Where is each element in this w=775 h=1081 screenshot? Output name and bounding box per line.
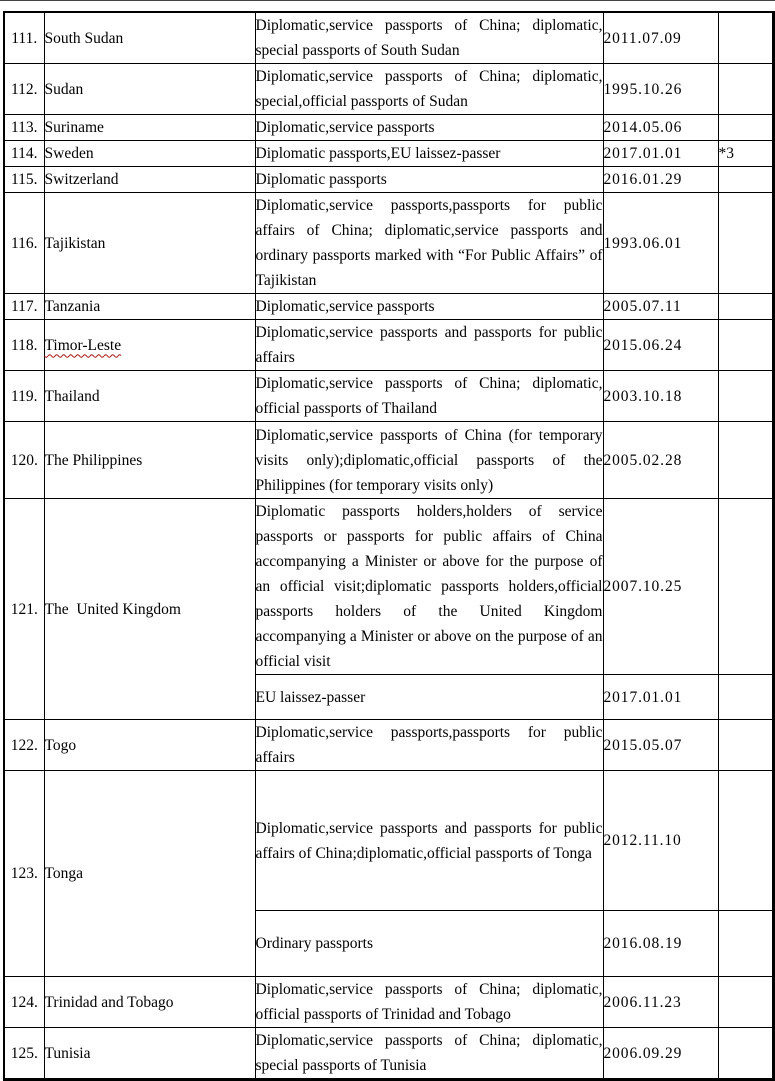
note-cell: [718, 422, 773, 499]
country-name: Switzerland: [44, 171, 119, 188]
passport-types-cell: Diplomatic,service passports: [255, 294, 603, 320]
passport-types-cell: Diplomatic passports,EU laissez-passer: [255, 141, 603, 167]
country-name: Togo: [44, 736, 77, 754]
visa-agreement-table: [3, 11, 775, 1081]
country-name: Tajikistan: [44, 234, 106, 252]
country-cell: [44, 294, 255, 320]
table-row: [4, 294, 773, 320]
country-cell: [44, 1028, 255, 1080]
effective-date-cell: 2005.02.28: [603, 422, 718, 499]
effective-date-cell: 2007.10.25: [603, 499, 718, 675]
table-row: [4, 499, 773, 675]
note-cell: [718, 499, 773, 675]
note-cell: [718, 911, 773, 977]
country-name: The United Kingdom: [44, 600, 181, 618]
passport-types-cell: Diplomatic,service passports of China; diplomatic, special,official passports of Sudan: [255, 64, 603, 115]
row-number: 125.: [4, 1028, 44, 1080]
effective-date-cell: 1995.10.26: [603, 64, 718, 115]
table-row: [4, 371, 773, 422]
country-cell: [44, 64, 255, 115]
country-name: Trinidad and Tobago: [44, 993, 174, 1011]
passport-types-cell: Diplomatic,service passports,passports for public affairs: [255, 720, 603, 771]
note-cell: [718, 1028, 773, 1080]
row-number: 118.: [4, 320, 44, 371]
effective-date-cell: 2006.11.23: [603, 977, 718, 1028]
table-row: [4, 141, 773, 167]
country-cell: [44, 141, 255, 167]
table-row: [4, 167, 773, 193]
effective-date-cell: 2016.01.29: [603, 167, 718, 193]
passport-types-cell: Diplomatic,service passports and passports for public affairs: [255, 320, 603, 371]
effective-date-cell: 2017.01.01: [603, 141, 718, 167]
row-number: 116.: [4, 193, 44, 294]
note-cell: [718, 371, 773, 422]
table-row: [4, 720, 773, 771]
passport-types-cell: Diplomatic,service passports of China (for temporary visits only);diplomatic,official passports of the Philippines (for temporary visits only): [255, 422, 603, 499]
passport-types-cell: Diplomatic,service passports of China; diplomatic, special passports of South Sudan: [255, 12, 603, 64]
country-cell: [44, 12, 255, 64]
row-number: 114.: [4, 141, 44, 167]
table-row: [4, 1028, 773, 1080]
note-cell: [718, 771, 773, 911]
row-number: 121.: [4, 499, 44, 720]
note-cell: [718, 12, 773, 64]
effective-date-cell: 2012.11.10: [603, 771, 718, 911]
table-row: [4, 771, 773, 911]
table-body: [4, 12, 773, 1080]
note-cell: [718, 294, 773, 320]
effective-date-cell: 2006.09.29: [603, 1028, 718, 1080]
effective-date-cell: 2003.10.18: [603, 371, 718, 422]
note-cell: [718, 167, 773, 193]
country-cell: [44, 771, 255, 977]
row-number: 123.: [4, 771, 44, 977]
note-cell: [718, 720, 773, 771]
country-name: Tunisia: [44, 1044, 91, 1062]
country-cell: [44, 371, 255, 422]
country-name: Tanzania: [44, 298, 101, 315]
table-row: [4, 115, 773, 141]
passport-types-cell: Diplomatic,service passports of China; diplomatic, official passports of Trinidad and Tobago: [255, 977, 603, 1028]
country-name: Timor-Leste: [44, 336, 122, 354]
note-cell: [718, 193, 773, 294]
row-number: 117.: [4, 294, 44, 320]
country-name: Thailand: [44, 387, 100, 405]
country-cell: [44, 193, 255, 294]
passport-types-cell: Diplomatic,service passports of China; diplomatic, special passports of Tunisia: [255, 1028, 603, 1080]
country-cell: [44, 977, 255, 1028]
country-cell: [44, 499, 255, 720]
effective-date-cell: 2017.01.01: [603, 675, 718, 720]
table-row: [4, 422, 773, 499]
effective-date-cell: 2016.08.19: [603, 911, 718, 977]
row-number: 112.: [4, 64, 44, 115]
table-row: [4, 320, 773, 371]
note-cell: [718, 320, 773, 371]
row-number: 113.: [4, 115, 44, 141]
passport-types-cell: Diplomatic,service passports of China; diplomatic, official passports of Thailand: [255, 371, 603, 422]
effective-date-cell: 2011.07.09: [603, 12, 718, 64]
table-row: [4, 977, 773, 1028]
country-name: The Philippines: [44, 451, 143, 469]
row-number: 115.: [4, 167, 44, 193]
passport-types-cell: Diplomatic,service passports and passports for public affairs of China;diplomatic,official passports of Tonga: [255, 771, 603, 911]
note-cell: [718, 977, 773, 1028]
country-cell: [44, 422, 255, 499]
table-row: [4, 193, 773, 294]
row-number: 122.: [4, 720, 44, 771]
country-name: South Sudan: [44, 29, 124, 47]
note-cell: [718, 64, 773, 115]
row-number: 124.: [4, 977, 44, 1028]
passport-types-cell: Diplomatic passports: [255, 167, 603, 193]
passport-types-cell: EU laissez-passer: [255, 675, 603, 720]
effective-date-cell: 2014.05.06: [603, 115, 718, 141]
effective-date-cell: 2015.06.24: [603, 320, 718, 371]
note-cell: *3: [718, 141, 773, 167]
note-cell: [718, 675, 773, 720]
effective-date-cell: 2015.05.07: [603, 720, 718, 771]
country-cell: [44, 720, 255, 771]
passport-types-cell: Ordinary passports: [255, 911, 603, 977]
country-name: Tonga: [44, 865, 84, 882]
passport-types-cell: Diplomatic,service passports: [255, 115, 603, 141]
effective-date-cell: 2005.07.11: [603, 294, 718, 320]
row-number: 111.: [4, 12, 44, 64]
table-row: [4, 64, 773, 115]
country-cell: [44, 167, 255, 193]
table-row: [4, 12, 773, 64]
country-name: Suriname: [44, 119, 104, 136]
country-name: Sudan: [44, 80, 84, 98]
country-cell: [44, 320, 255, 371]
passport-types-cell: Diplomatic,service passports,passports for public affairs of China; diplomatic,service passports and ordinary passports marked with “For Public Affairs” of Tajikistan: [255, 193, 603, 294]
effective-date-cell: 1993.06.01: [603, 193, 718, 294]
country-name: Sweden: [44, 145, 94, 162]
note-cell: [718, 115, 773, 141]
passport-types-cell: Diplomatic passports holders,holders of service passports or passports for public affairs of China accompanying a Minister or above for the purpose of an official visit;diplomatic passports holders,official passports holders of the United Kingdom accompanying a Minister or above on the purpose of an official visit: [255, 499, 603, 675]
row-number: 120.: [4, 422, 44, 499]
country-cell: [44, 115, 255, 141]
row-number: 119.: [4, 371, 44, 422]
